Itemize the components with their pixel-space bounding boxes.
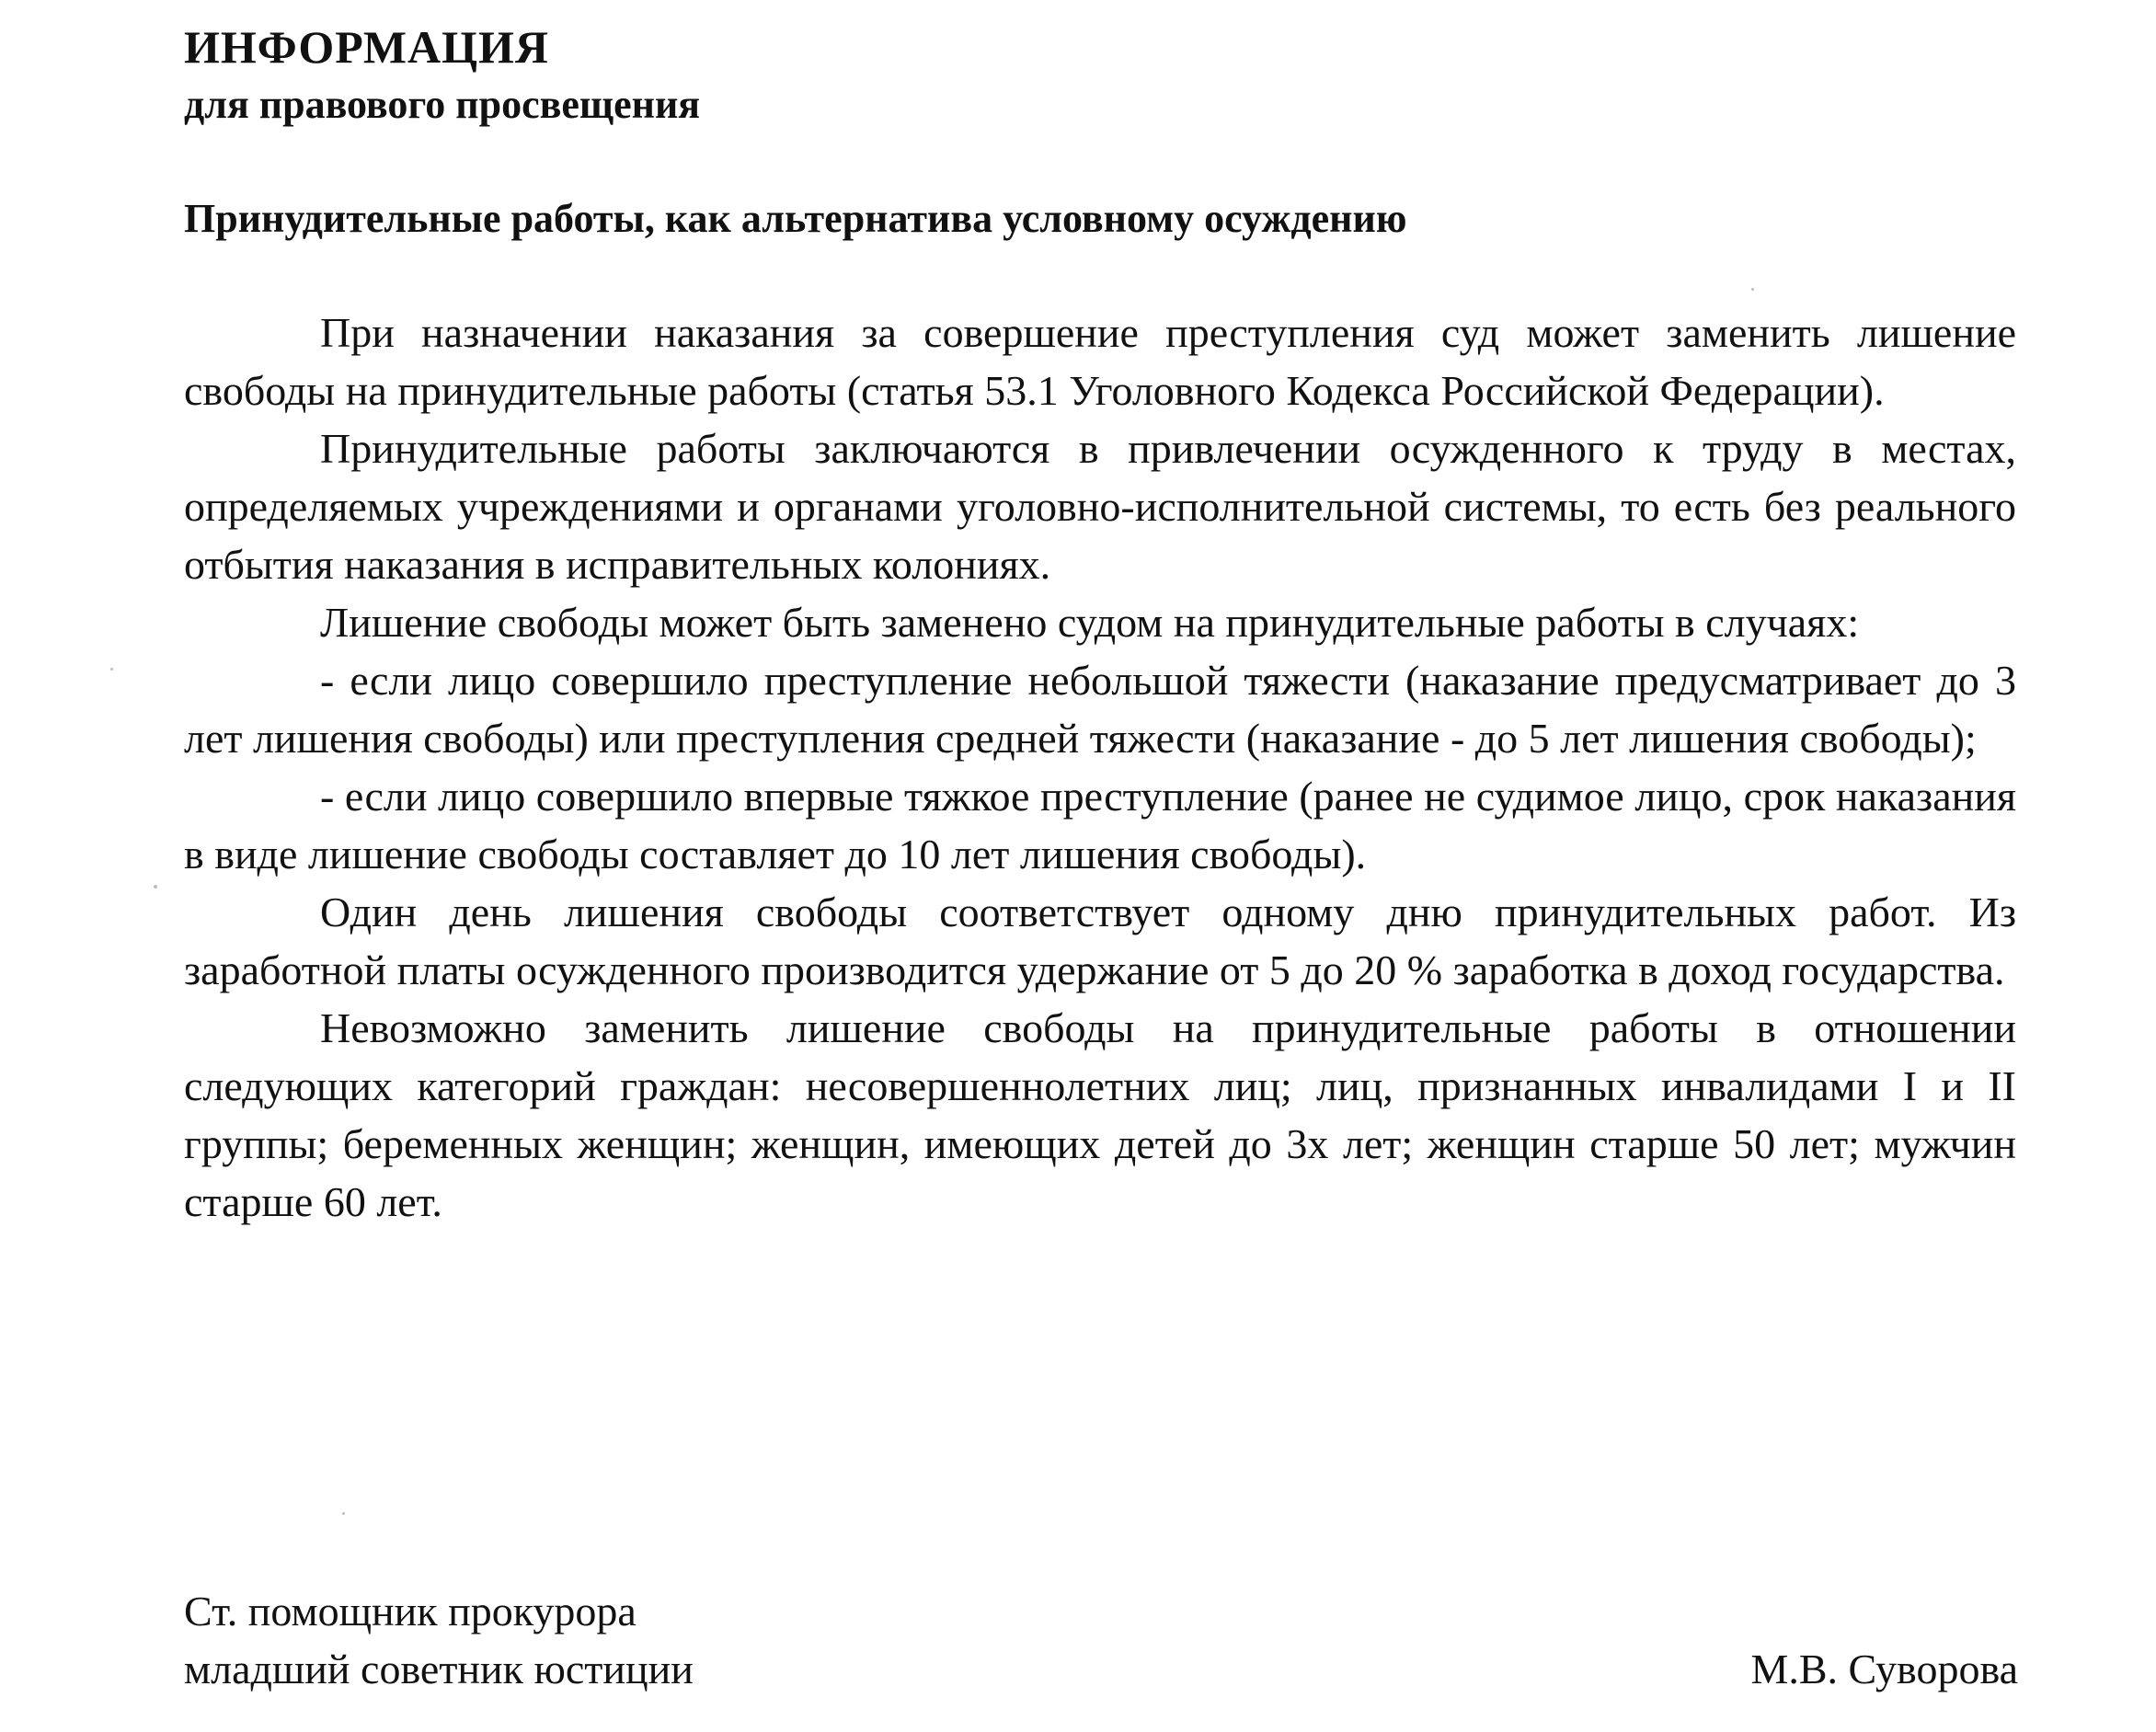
paragraph: Один день лишения свободы соответствует одному дню принудительных работ. Из заработной платы осужденного производится удержание от 5 до 20 % заработка в доход государства. <box>184 889 2016 993</box>
paragraph: При назначении наказания за совершение преступления суд может заменить лишение свободы на принудительные работы (статья 53.1 Уголовного Кодекса Российской Федерации). <box>184 309 2016 414</box>
signature-name: М.В. Суворова <box>1750 1646 2018 1692</box>
scan-speck <box>110 668 113 671</box>
signature-position-line: младший советник юстиции <box>184 1646 694 1692</box>
document-title: Принудительные работы, как альтернатива условному осуждению <box>184 196 1407 241</box>
document-subheading: для правового просвещения <box>184 82 701 127</box>
document-heading: ИНФОРМАЦИЯ <box>184 21 550 73</box>
scan-speck <box>154 885 157 889</box>
list-item: - если лицо совершило преступление небольшой тяжести (наказание предусматривает до 3 лет лишения свободы) или преступления средней тяжести (наказание - до 5 лет лишения свободы); <box>184 657 2016 762</box>
list-item: - если лицо совершило впервые тяжкое преступление (ранее не судимое лицо, срок наказания в виде лишение свободы составляет до 10 лет лишения свободы). <box>184 773 2016 877</box>
scan-speck <box>342 1512 345 1515</box>
signature-position-line: Ст. помощник прокурора <box>184 1588 636 1635</box>
paragraph: Лишение свободы может быть заменено судом на принудительные работы в случаях: <box>320 599 1860 646</box>
scan-speck <box>1751 288 1754 291</box>
paragraph: Принудительные работы заключаются в привлечении осужденного к труду в местах, определяемых учреждениями и органами уголовно-исполнительной системы, то есть без реального отбытия наказания в исправительных колониях. <box>184 425 2016 588</box>
paragraph: Невозможно заменить лишение свободы на принудительные работы в отношении следующих категорий граждан: несовершеннолетних лиц; лиц, признанных инвалидами I и II группы; беременных женщин; женщин, имеющих детей до 3х лет; женщин старше 50 лет; мужчин старше 60 лет. <box>184 1004 2016 1225</box>
signature-position <box>184 1582 694 1698</box>
document-body <box>184 304 2016 1231</box>
